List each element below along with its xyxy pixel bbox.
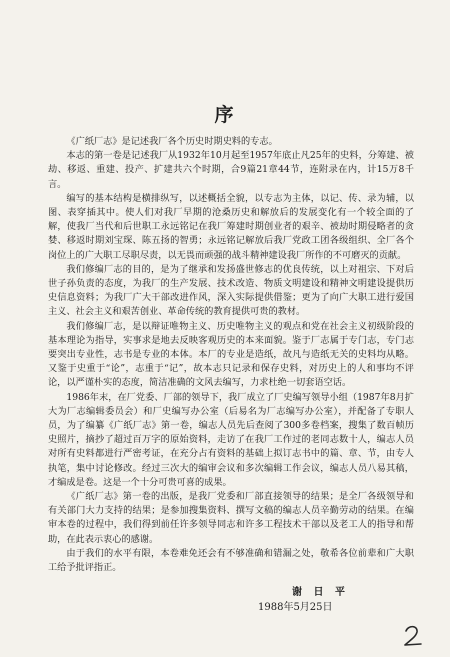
paragraph: 编写的基本结构是横排纵写，以述概括全貌，以专志为主体，以记、传、录为辅，以图、表穿插其中。使人们对我厂早期的沧桑历史和解放后的发展变化有一个较全面的了解，使我厂当代和后世职工永远铭记在我厂筹建时期创业者的艰辛、被劫时期侵略者的贪婪、移返时期刘宝琛、陈五扬的智勇；永远铭记解放后我厂党政工团各级组织、全厂各个岗位上的广大职工尽职尽责，以无畏而顽强的战斗精神建设我厂所作的不可磨灭的贡献。 [48, 192, 414, 261]
paragraph: 我们修编厂志，是以辩证唯物主义、历史唯物主义的观点和党在社会主义初级阶段的基本理论为指导，实事求是地去反映客观历史的本来面貌。鉴于厂志属于专门志，专门志要突出专业性，志书是专业的本体。本厂的专业是造纸，故凡与造纸无关的史料均从略。又鉴于史重于“论”，志重于“记”，故本志只记录和保存史料，对历史上的人和事均不评论，以严谨朴实的态度，简洁准确的文风去编写，力求杜绝一切套语空话。 [48, 320, 414, 389]
paragraph: 本志的第一卷是记述我厂从1932年10月起至1957年底止凡25年的史料，分筹建、被劫、移返、重建、投产、扩建共六个时期，合9篇21章44节，连附录在内，计15万8千言。 [48, 150, 414, 190]
paragraph: 《广纸厂志》第一卷的出版，是我厂党委和厂部直接领导的结果；是全厂各级领导和有关部门大力支持的结果；是参加搜集资料、撰写文稿的编志人员辛勤劳动的结果。在编审本卷的过程中，我们得到前任许多领导同志和许多工程技术干部以及老工人的指导和帮助，在此表示衷心的感谢。 [48, 491, 414, 545]
handwritten-page-mark-icon [400, 622, 426, 648]
signature-date: 1988年5月25日 [258, 602, 333, 613]
paragraph: 1986年末，在厂党委、厂部的领导下，我厂成立了厂史编写领导小组（1987年8月扩大为厂志编辑委员会）和厂史编写办公室（后易名为厂志编写办公室），并配备了专职人员，为了编纂《广纸厂志》第一卷，编志人员先后查阅了300多卷档案，搜集了数百帧历史照片，摘抄了超过百万字的原始资料，走访了在我厂工作过的老同志数十人，编志人员对所有史料都进行严密考证，在充分占有资料的基础上拟订志书中的篇、章、节，由专人执笔，集中讨论修改。经过三次大的编审会议和多次编辑工作会议，编志人员八易其稿，才编成是卷。这是一个十分可贵可喜的成果。 [48, 391, 414, 488]
paragraph: 由于我们的水平有限，本卷难免还会有不够准确和错漏之处，敬希各位前辈和广大职工给予批评指正。 [48, 547, 414, 574]
signature-name: 谢 日 平 [292, 587, 349, 598]
page-title: 序 [214, 104, 236, 126]
signature-block [258, 585, 418, 615]
paragraph: 《广纸厂志》是记述我厂各个历史时期史料的专志。 [66, 136, 278, 147]
preface-body [48, 135, 414, 575]
paragraph: 我们修编厂志的目的，是为了继承和发扬盛世修志的优良传统，以上对祖宗、下对后世子孙负责的态度，为我厂的生产发展、技术改造、物质文明建设和精神文明建设提供历史信息资料；为我厂广大干部改进作风，深入实际提供借鉴；更为了向广大职工进行爱国主义、社会主义和艰苦创业、革命传统的教育提供可贵的教材。 [48, 263, 414, 318]
